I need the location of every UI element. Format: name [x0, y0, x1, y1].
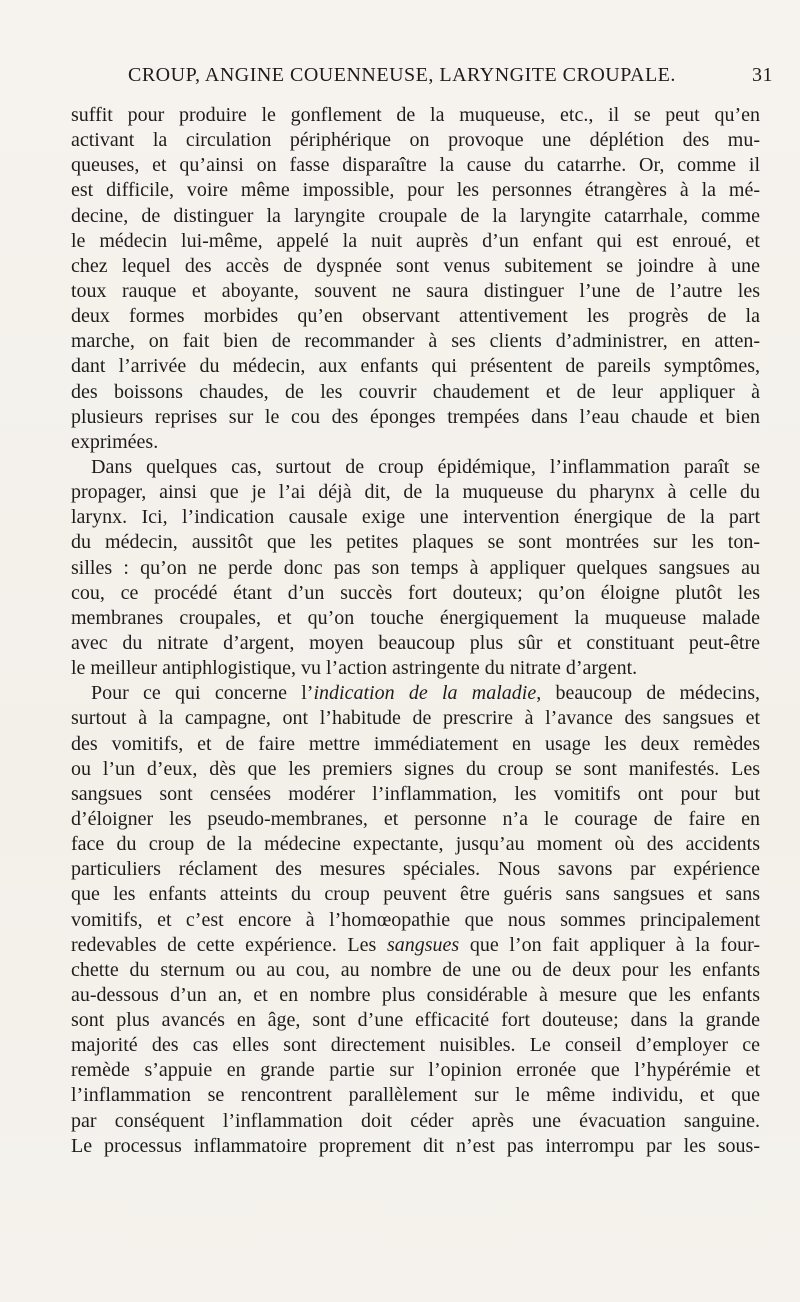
text-line: remède s’appuie en grande partie sur l’opinion erronée que l’hypérémie et: [71, 1059, 760, 1082]
text-line-with-italic: [71, 933, 760, 958]
running-title: CROUP, ANGINE COUENNEUSE, LARYNGITE CROUPALE.: [128, 64, 676, 86]
italic-run: sangsues: [386, 933, 460, 956]
text-line: Dans quelques cas, surtout de croup épidémique, l’inflammation paraît se: [91, 455, 760, 478]
text-line: vomitifs, et c’est encore à l’homœopathie que nous sommes principalement: [71, 908, 760, 931]
text-line: cou, ce procédé étant d’un succès fort douteux; qu’on éloigne plutôt les: [71, 581, 760, 604]
text-line: d’éloigner les pseudo-membranes, et personne n’a le courage de faire en: [71, 807, 760, 830]
text-line: au-dessous d’un an, et en nombre plus considérable à mesure que les enfants: [71, 983, 760, 1006]
text-line: l’inflammation se rencontrent parallèlement sur le même individu, et que: [71, 1084, 760, 1107]
text-line: sont plus avancés en âge, sont d’une efficacité fort douteuse; dans la grande: [71, 1009, 760, 1032]
page-number: 31: [752, 64, 773, 86]
text-line: deux formes morbides qu’en observant attentivement les progrès de la: [71, 305, 760, 328]
body-text: [71, 103, 760, 1159]
text-line: avec du nitrate d’argent, moyen beaucoup plus sûr et constituant peut-être: [71, 631, 760, 654]
text-line: marche, on fait bien de recommander à ses clients d’administrer, en atten-: [71, 330, 760, 353]
text-line: face du croup de la médecine expectante, jusqu’au moment où des accidents: [71, 833, 760, 856]
text-line: suffit pour produire le gonflement de la muqueuse, etc., il se peut qu’en: [71, 104, 760, 126]
text-line: sangsues sont censées modérer l’inflammation, les vomitifs ont pour but: [71, 782, 760, 805]
italic-run: indication de la maladie: [313, 682, 537, 705]
text-line: chette du sternum ou au cou, au nombre de une ou de deux pour les enfants: [71, 958, 760, 981]
text-line: silles : qu’on ne perde donc pas son temps à appliquer quelques sangsues au: [71, 556, 760, 579]
text-line: plusieurs reprises sur le cou des éponges trempées dans l’eau chaude et bien: [71, 405, 760, 428]
text-line: toux rauque et aboyante, souvent ne saura distinguer l’une de l’autre les: [71, 279, 760, 302]
text-line: par conséquent l’inflammation doit céder après une évacuation sanguine.: [71, 1109, 760, 1132]
text-line: membranes croupales, et qu’on touche énergiquement la muqueuse malade: [71, 606, 760, 629]
running-head: [0, 64, 800, 88]
text-line: Le processus inflammatoire proprement dit n’est pas interrompu par les sous-: [71, 1134, 760, 1157]
text-run: Pour ce qui concerne l’: [91, 682, 314, 705]
text-line: exprimées.: [71, 430, 159, 453]
text-line: surtout à la campagne, ont l’habitude de prescrire à l’avance des sangsues et: [71, 707, 760, 730]
text-run: , beaucoup de médecins,: [536, 682, 760, 705]
text-line: des boissons chaudes, de les couvrir chaudement et de leur appliquer à: [71, 380, 760, 403]
text-line: decine, de distinguer la laryngite croupale de la laryngite catarrhale, comme: [71, 204, 760, 227]
text-line: larynx. Ici, l’indication causale exige une intervention énergique de la part: [71, 506, 760, 529]
text-line: dant l’arrivée du médecin, aux enfants qui présentent de pareils symptômes,: [71, 355, 760, 378]
text-run: que l’on fait appliquer à la four-: [459, 933, 760, 956]
text-line: le meilleur antiphlogistique, vu l’action astringente du nitrate d’argent.: [71, 657, 638, 680]
text-line: activant la circulation périphérique on provoque une déplétion des mu-: [71, 129, 760, 152]
text-line: majorité des cas elles sont directement nuisibles. Le conseil d’employer ce: [71, 1034, 760, 1057]
text-line: du médecin, aussitôt que les petites plaques se sont montrées sur les ton-: [71, 531, 760, 554]
text-line-with-italic: [71, 681, 760, 706]
text-run: redevables de cette expérience. Les: [71, 933, 387, 956]
text-line: est difficile, voire même impossible, pour les personnes étrangères à la mé-: [71, 179, 760, 202]
text-line: ou l’un d’eux, dès que les premiers signes du croup se sont manifestés. Les: [71, 757, 760, 780]
text-line: chez lequel des accès de dyspnée sont venus subitement se joindre à une: [71, 254, 760, 277]
text-line: que les enfants atteints du croup peuvent être guéris sans sangsues et sans: [71, 883, 760, 906]
text-line: le médecin lui-même, appelé la nuit auprès d’un enfant qui est enroué, et: [71, 229, 760, 252]
text-line: des vomitifs, et de faire mettre immédiatement en usage les deux remèdes: [71, 732, 760, 755]
text-line: queuses, et qu’ainsi on fasse disparaître la cause du catarrhe. Or, comme il: [71, 154, 760, 177]
text-line: propager, ainsi que je l’ai déjà dit, de la muqueuse du pharynx à celle du: [71, 481, 760, 504]
text-line: particuliers réclament des mesures spéciales. Nous savons par expérience: [71, 858, 760, 881]
